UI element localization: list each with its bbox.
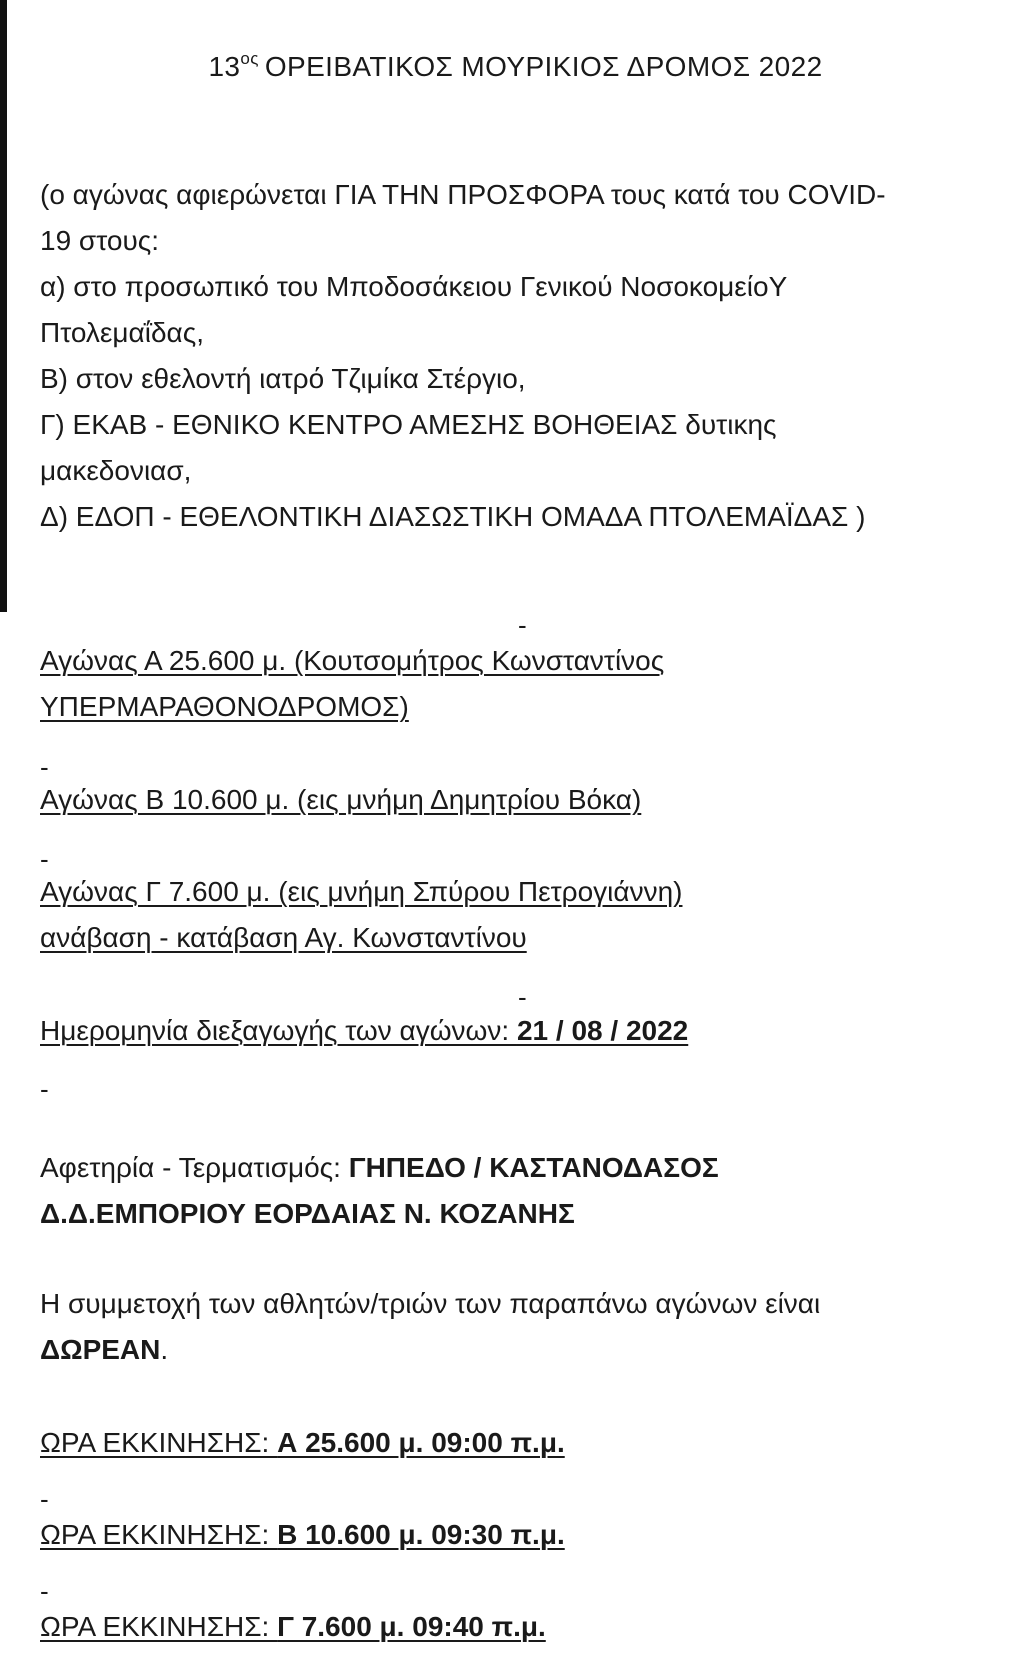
start-finish-location [40,1145,1000,1237]
dedication-line: Β) στον εθελοντή ιατρό Τζιμίκα Στέργιο, [40,363,526,394]
start-time-value: Α 25.600 μ. 09:00 π.μ. [277,1427,565,1458]
race-a [40,638,1000,730]
start-time-label: ΩΡΑ ΕΚΚΙΝΗΣΗΣ: [40,1427,278,1458]
start-time-b [40,1512,1000,1558]
start-finish-value: ΓΗΠΕΔΟ / ΚΑΣΤΑΝΟΔΑΣΟΣ [348,1152,719,1183]
dedication-line: Γ) ΕΚΑΒ - ΕΘΝΙΚΟ ΚΕΝΤΡΟ ΑΜΕΣΗΣ ΒΟΗΘΕΙΑΣ δυτικης [40,409,777,440]
start-finish-label: Αφετηρία - Τερματισμός: [40,1152,349,1183]
participation-text: Η συμμετοχή των αθλητών/τριών των παραπάνω αγώνων είναι [40,1288,821,1319]
race-b [40,777,1000,823]
start-time-c [40,1604,1000,1650]
start-time-label: ΩΡΑ ΕΚΚΙΝΗΣΗΣ: [40,1519,278,1550]
dedication-line: μακεδονιασ, [40,455,192,486]
start-time-a [40,1420,1000,1466]
race-c-line2: ανάβαση - κατάβαση Αγ. Κωνσταντίνου [40,922,527,953]
start-finish-value-line2: Δ.Δ.ΕΜΠΟΡΙΟΥ ΕΟΡΔΑΙΑΣ Ν. ΚΟΖΑΝΗΣ [40,1198,575,1229]
title-text: ΟΡΕΙΒΑΤΙΚΟΣ ΜΟΥΡΙΚΙΟΣ ΔΡΟΜΟΣ 2022 [264,51,823,82]
race-b-line1: Αγώνας Β 10.600 μ. (εις μνήμη Δημητρίου Βόκα) [40,784,642,815]
race-c-line1: Αγώνας Γ 7.600 μ. (εις μνήμη Σπύρου Πετρογιάννη) [40,876,683,907]
left-margin-bar [0,0,7,612]
dedication-line: α) στο προσωπικό του Μποδοσάκειου Γενικού ΝοσοκομείοΥ [40,271,788,302]
participation-end: . [160,1334,169,1365]
participation-note [40,1281,1000,1373]
race-a-line1: Αγώνας Α 25.600 μ. (Κουτσομήτρος Κωνσταντίνος [40,645,665,676]
separator-dash: - [40,752,49,782]
page-title [0,42,1031,84]
start-time-value: Γ 7.600 μ. 09:40 π.μ. [277,1611,546,1642]
separator-dash: - [518,610,527,640]
dedication-line: Δ) ΕΔΟΠ - ΕΘΕΛΟΝΤΙΚΗ ΔΙΑΣΩΣΤΙΚΗ ΟΜΑΔΑ ΠΤΟΛΕΜΑΪΔΑΣ ) [40,501,866,532]
race-c [40,869,1000,961]
start-time-label: ΩΡΑ ΕΚΚΙΝΗΣΗΣ: [40,1611,278,1642]
dedication-paragraph [40,172,1000,540]
race-a-line2: ΥΠΕΡΜΑΡΑΘΟΝΟΔΡΟΜΟΣ) [40,691,409,722]
race-date [40,1008,1000,1054]
separator-dash: - [40,844,49,874]
dedication-line: (ο αγώνας αφιερώνεται ΓΙΑ ΤΗΝ ΠΡΟΣΦΟΡΑ τους κατά του COVID- [40,179,886,210]
race-date-value: 21 / 08 / 2022 [516,1015,689,1046]
participation-emphasis: ΔΩΡΕΑΝ [40,1334,161,1365]
dedication-line: Πτολεμαΐδας, [40,317,204,348]
title-number: 13 [208,51,241,82]
dedication-line: 19 στους: [40,225,160,256]
title-ordinal: ος [240,49,259,68]
separator-dash: - [40,1576,49,1606]
separator-dash: - [40,1074,49,1104]
separator-dash: - [518,982,527,1012]
start-time-value: Β 10.600 μ. 09:30 π.μ. [277,1519,565,1550]
separator-dash: - [40,1484,49,1514]
race-date-label: Ημερομηνία διεξαγωγής των αγώνων: [40,1015,517,1046]
